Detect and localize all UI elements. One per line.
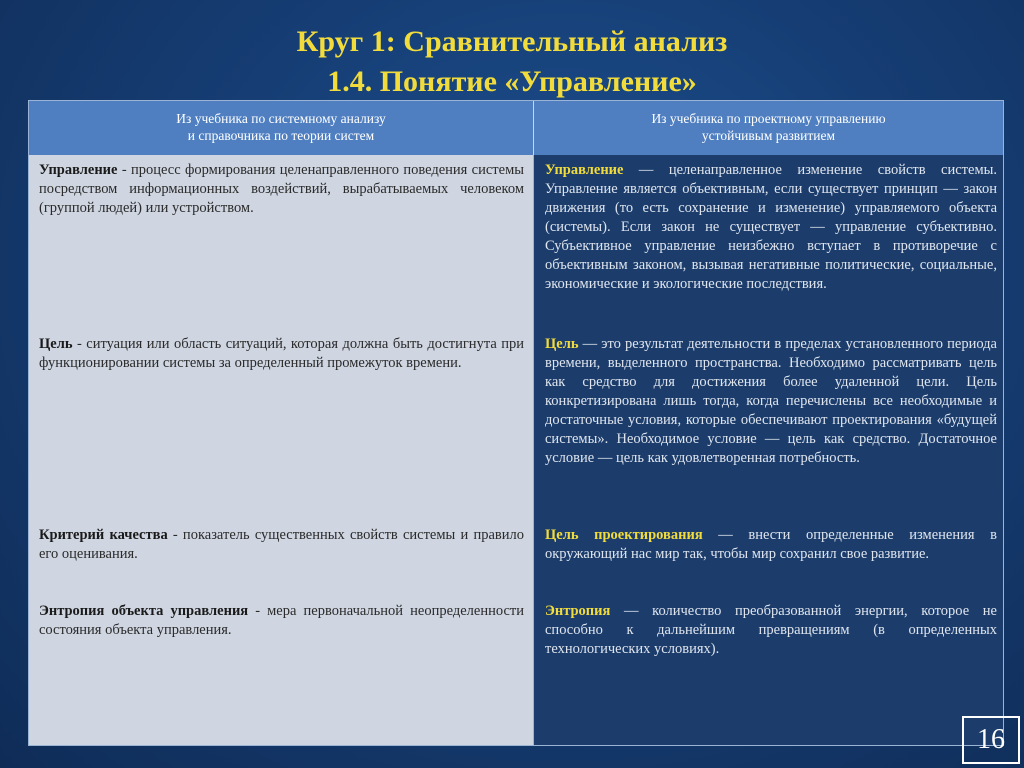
left-entry-goal: [39, 335, 524, 373]
definition: — внести определенные изменения в окружающий нас мир так, чтобы мир сохранил свое развитие.: [545, 527, 998, 562]
title-line-2: 1.4. Понятие «Управление»: [327, 65, 697, 98]
definition: - ситуация или область ситуаций, которая должна быть достигнута при функционировании системы за определенный промежуток времени.: [39, 336, 524, 371]
header-right: [534, 101, 1003, 155]
header-left: [29, 101, 534, 155]
term: Управление: [39, 162, 118, 178]
left-column: [29, 155, 534, 745]
definition: - процесс формирования целенаправленного поведения системы посредством информационных воздействий, вырабатываемых человеком (группой людей) или устройством.: [39, 162, 524, 216]
title-line-1: Круг 1: Сравнительный анализ: [296, 25, 728, 58]
term: Цель: [39, 336, 73, 352]
definition: — количество преобразованной энергии, которое не способно к дальнейшим превращениям (в определенных технологических условиях).: [545, 603, 997, 657]
header-left-line-2: и справочника по теории систем: [187, 128, 375, 143]
term: Энтропия объекта управления: [39, 603, 249, 619]
left-entry-quality-criterion: [39, 526, 524, 564]
header-right-line-1: Из учебника по проектному управлению: [651, 111, 886, 126]
definition: - показатель существенных свойств системы и правило его оценивания.: [39, 527, 524, 562]
right-entry-entropy: [545, 602, 997, 659]
term: Энтропия: [545, 603, 611, 619]
header-left-line-1: Из учебника по системному анализу: [176, 111, 386, 126]
slide-title: [0, 22, 1024, 102]
header-right-line-2: устойчивым развитием: [701, 128, 836, 143]
comparison-table: [28, 100, 1004, 746]
term: Цель: [545, 336, 579, 352]
right-entry-control: [545, 161, 997, 294]
definition: - мера первоначальной неопределенности состояния объекта управления.: [39, 603, 524, 638]
right-entry-design-goal: [545, 526, 997, 564]
term: Критерий качества: [39, 527, 168, 543]
left-entry-entropy: [39, 602, 524, 640]
right-entry-goal: [545, 335, 997, 468]
term: Цель проектирования: [545, 527, 703, 543]
definition: — это результат деятельности в пределах установленного периода времени, выделенного пространства. Необходимо рассматривать цель как средство для достижения более удаленной цели. Цель конкретизирована лишь тогда, когда перечислены все необходимые и достаточные условия, которые обеспечивают проектирования «будущей системы». Необходимое условие — цель как средство. Достаточное условие — цель как удовлетворенная потребность.: [545, 336, 997, 466]
right-column: [534, 155, 1003, 745]
definition: — целенаправленное изменение свойств системы. Управление является объективным, если существует принцип — закон движения (то есть сохранение и изменение) управляемого объекта (системы). Если закон не существует — управление субъективно. Субъективное управление неизбежно вступает в противоречие с объективным законом, вызывая негативные политические, социальные, экономические и экологические последствия.: [545, 162, 997, 292]
left-entry-control: [39, 161, 524, 218]
term: Управление: [545, 162, 624, 178]
page-number: 16: [962, 716, 1020, 764]
